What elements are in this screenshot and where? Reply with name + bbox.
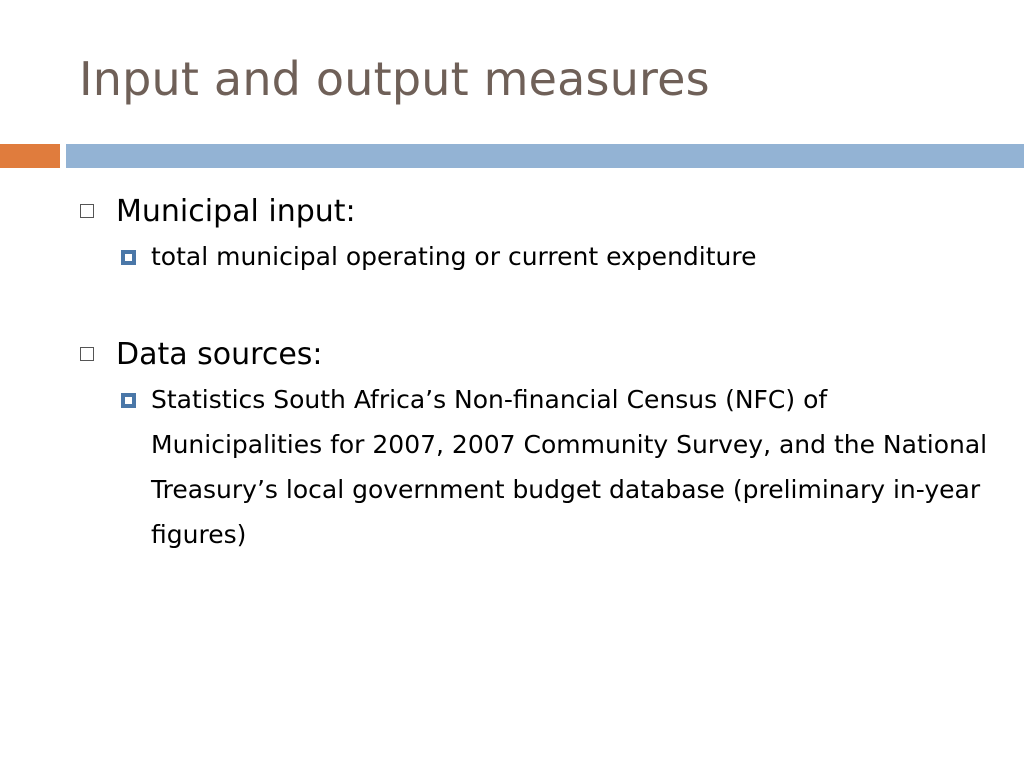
title-accent-bar <box>0 144 60 168</box>
spacer <box>80 279 1000 333</box>
bullet-data-sources <box>80 333 1000 377</box>
sub-bullet-sources <box>116 377 1000 557</box>
filled-square-bullet-icon <box>121 250 136 265</box>
slide-body <box>80 190 1000 557</box>
sub-bullet-text: total municipal operating or current expenditure <box>151 242 757 271</box>
bullet-municipal-input <box>80 190 1000 234</box>
hollow-square-bullet-icon <box>80 204 94 218</box>
slide-title: Input and output measures <box>79 52 710 106</box>
sub-bullet-expenditure <box>116 234 1000 279</box>
bullet-heading: Data sources: <box>116 337 323 372</box>
bullet-heading: Municipal input: <box>116 194 356 229</box>
filled-square-bullet-icon <box>121 393 136 408</box>
title-divider-bar <box>66 144 1024 168</box>
hollow-square-bullet-icon <box>80 347 94 361</box>
sub-bullet-text: Statistics South Africa’s Non-financial Census (NFC) of Municipalities for 2007, 2007 Community Survey, and the National Treasury’s local government budget database (preliminary in-year figures) <box>151 385 988 549</box>
